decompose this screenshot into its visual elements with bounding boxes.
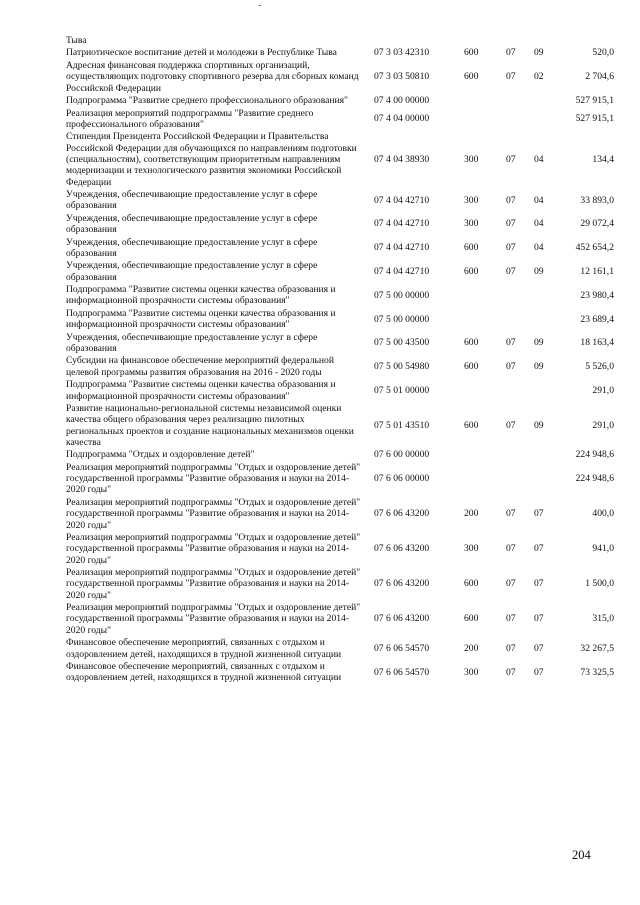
section-code: 07 [506,613,516,625]
table-row [66,237,614,261]
expense-type-code: 300 [464,543,479,555]
subsection-code: 04 [534,153,544,165]
target-code: 07 4 04 42710 [374,242,430,254]
table-row [66,567,614,602]
amount: 520,0 [592,47,614,59]
target-code: 07 4 04 42710 [374,265,430,277]
table-row [66,35,614,47]
section-code [506,449,534,461]
table-row [66,379,614,403]
subsection-code: 04 [534,218,544,230]
item-name: Адресная финансовая поддержка спортивных организаций, осуществляющих подготовку спортивного резерва для сборных команд Российской Федерации [66,59,359,94]
budget-table-body [66,35,614,685]
target-code: 07 4 00 00000 [374,95,430,107]
item-name: Подпрограмма "Развитие системы оценки качества образования и информационной прозрачности системы образования" [66,379,336,402]
amount: 400,0 [592,508,614,520]
section-code: 07 [506,361,516,373]
section-code: 07 [506,578,516,590]
item-name: Развитие национально-региональной системы независимой оценки качества общего образования через реализацию пилотных региональных проектов и создание национальных механизмов оценки качества [66,403,354,448]
expense-type-code [464,449,506,461]
expense-type-code [464,462,506,497]
amount: 23 689,4 [580,313,614,325]
item-name: Реализация мероприятий подпрограммы "Отдых и оздоровление детей" государственной программы "Развитие образования и науки на 2014-2020 годы" [66,567,361,601]
item-name: Стипендия Президента Российской Федерации и Правительства Российской Федерации для обучающихся по направлениям подготовки (специальностям), соответствующим приоритетным направлениям модернизации и технологического развития экономики Российской Федерации [66,131,357,188]
item-name: Финансовое обеспечение мероприятий, связанных с отдыхом и оздоровлением детей, находящихся в трудной жизненной ситуации [66,661,342,684]
target-code: 07 3 03 50810 [374,71,430,83]
item-name: Подпрограмма "Отдых и оздоровление детей" [66,449,255,461]
expense-type-code [464,35,506,47]
target-code: 07 6 06 43200 [374,508,430,520]
table-row [66,95,614,107]
item-name: Финансовое обеспечение мероприятий, связанных с отдыхом и оздоровлением детей, находящихся в трудной жизненной ситуации [66,637,342,660]
subsection-code [534,95,562,107]
target-code: 07 6 06 43200 [374,543,430,555]
table-row [66,355,614,379]
subsection-code [534,35,562,47]
item-name: Подпрограмма "Развитие среднего профессионального образования" [66,95,348,107]
item-name: Учреждения, обеспечивающие предоставление услуг в сфере образования [66,260,318,283]
section-code: 07 [506,194,516,206]
subsection-code: 09 [534,337,544,349]
table-row [66,284,614,308]
target-code: 07 3 03 42310 [374,47,430,59]
amount: 73 325,5 [580,666,614,678]
subsection-code: 07 [534,613,544,625]
table-row [66,637,614,661]
target-code: 07 6 06 43200 [374,613,430,625]
target-code: 07 6 00 00000 [374,449,430,461]
table-row [66,497,614,532]
item-name: Реализация мероприятий подпрограммы "Отдых и оздоровление детей" государственной программы "Развитие образования и науки на 2014-2020 годы" [66,496,361,531]
expense-type-code: 600 [464,419,479,431]
section-code [506,95,534,107]
target-code: 07 4 04 38930 [374,153,430,165]
amount: 452 654,2 [575,242,614,254]
section-code [506,284,534,308]
amount: 5 526,0 [585,361,614,373]
table-row [66,332,614,356]
subsection-code [534,284,562,308]
subsection-code: 02 [534,71,544,83]
amount: 1 500,0 [585,578,614,590]
item-name: Субсидии на финансовое обеспечение мероприятий федеральной целевой программы развития образования на 2016 - 2020 годы [66,355,334,378]
amount: 224 948,6 [575,449,614,461]
amount [562,35,614,47]
target-code: 07 6 06 54570 [374,666,430,678]
table-row [66,47,614,59]
target-code: 07 4 04 42710 [374,218,430,230]
item-name: Реализация мероприятий подпрограммы "Отдых и оздоровление детей" государственной программы "Развитие образования и науки на 2014-2020 годы" [66,602,361,636]
expense-type-code [464,108,506,132]
subsection-code: 09 [534,47,544,59]
amount: 527 915,1 [575,113,614,125]
subsection-code: 07 [534,666,544,678]
section-code [506,108,534,132]
target-code: 07 5 01 43510 [374,419,430,431]
amount: 33 893,0 [580,194,614,206]
section-code [506,35,534,47]
amount: 941,0 [592,543,614,555]
amount: 315,0 [592,613,614,625]
target-code: 07 5 00 00000 [374,313,430,325]
target-code: 07 4 04 42710 [374,194,430,206]
item-name: Учреждения, обеспечивающие предоставление услуг в сфере образования [66,331,318,354]
section-code: 07 [506,508,516,520]
expense-type-code: 600 [464,71,479,83]
section-code: 07 [506,419,516,431]
subsection-code: 09 [534,265,544,277]
target-code: 07 6 06 54570 [374,642,430,654]
section-code: 07 [506,642,516,654]
subsection-code [534,308,562,332]
amount: 291,0 [592,384,614,396]
section-code [506,379,534,403]
table-row [66,532,614,567]
target-code: 07 5 00 54980 [374,361,430,373]
page-number: 204 [572,848,591,862]
expense-type-code [464,379,506,403]
amount: 224 948,6 [575,473,614,485]
section-code: 07 [506,153,516,165]
item-name: Патриотическое воспитание детей и молодежи в Республике Тыва [66,47,337,59]
target-code: 07 4 04 00000 [374,113,430,125]
expense-type-code: 300 [464,194,479,206]
section-code: 07 [506,71,516,83]
subsection-code [534,379,562,403]
expense-type-code [464,284,506,308]
table-row [66,661,614,685]
item-name: Учреждения, обеспечивающие предоставление услуг в сфере образования [66,236,318,259]
subsection-code: 07 [534,642,544,654]
expense-type-code: 300 [464,153,479,165]
expense-type-code: 600 [464,578,479,590]
expense-type-code [464,308,506,332]
expense-type-code: 300 [464,666,479,678]
amount: 29 072,4 [580,218,614,230]
subsection-code: 09 [534,361,544,373]
target-code: 07 6 06 00000 [374,473,430,485]
target-code [368,35,464,47]
expense-type-code: 300 [464,218,479,230]
section-code: 07 [506,265,516,277]
expense-type-code: 600 [464,361,479,373]
item-name: Тыва [66,35,87,46]
amount: 134,4 [592,153,614,165]
table-row [66,602,614,637]
subsection-code: 07 [534,543,544,555]
expense-type-code: 600 [464,265,479,277]
amount: 12 161,1 [580,265,614,277]
amount: 527 915,1 [575,95,614,107]
amount: 32 267,5 [580,642,614,654]
expense-type-code: 600 [464,337,479,349]
subsection-code: 07 [534,508,544,520]
subsection-code: 04 [534,194,544,206]
table-row [66,189,614,213]
subsection-code [534,462,562,497]
subsection-code: 07 [534,578,544,590]
section-code [506,462,534,497]
table-row [66,213,614,237]
section-code: 07 [506,242,516,254]
subsection-code: 09 [534,419,544,431]
expense-type-code [464,95,506,107]
expense-type-code: 200 [464,508,479,520]
subsection-code: 04 [534,242,544,254]
section-code: 07 [506,337,516,349]
table-row [66,260,614,284]
item-name: Реализация мероприятий подпрограммы "Отдых и оздоровление детей" государственной программы "Развитие образования и науки на 2014-2020 годы" [66,532,361,566]
scan-mark: - [258,0,262,11]
table-row [66,131,614,189]
subsection-code [534,108,562,132]
table-row [66,308,614,332]
table-row [66,449,614,461]
section-code: 07 [506,543,516,555]
item-name: Подпрограмма "Развитие системы оценки качества образования и информационной прозрачности системы образования" [66,307,336,331]
subsection-code [534,449,562,461]
section-code: 07 [506,218,516,230]
item-name: Реализация мероприятий подпрограммы "Отдых и оздоровление детей" государственной программы "Развитие образования и науки на 2014-2020 годы" [66,461,361,496]
table-row [66,108,614,132]
section-code: 07 [506,666,516,678]
table-row [66,403,614,449]
target-code: 07 5 00 00000 [374,289,430,301]
target-code: 07 5 01 00000 [374,384,430,396]
target-code: 07 6 06 43200 [374,578,430,590]
item-name: Реализация мероприятий подпрограммы "Развитие среднего профессионального образования" [66,107,314,130]
amount: 291,0 [592,419,614,431]
budget-table [66,35,614,685]
table-row [66,60,614,95]
item-name: Учреждения, обеспечивающие предоставление услуг в сфере образования [66,212,318,236]
amount: 23 980,4 [580,289,614,301]
expense-type-code: 200 [464,642,479,654]
section-code: 07 [506,47,516,59]
amount: 18 163,4 [580,337,614,349]
section-code [506,308,534,332]
expense-type-code: 600 [464,47,479,59]
item-name: Учреждения, обеспечивающие предоставление услуг в сфере образования [66,188,318,212]
expense-type-code: 600 [464,613,479,625]
expense-type-code: 600 [464,242,479,254]
table-row [66,462,614,497]
amount: 2 704,6 [585,71,614,83]
item-name: Подпрограмма "Развитие системы оценки качества образования и информационной прозрачности системы образования" [66,284,336,307]
target-code: 07 5 00 43500 [374,337,430,349]
